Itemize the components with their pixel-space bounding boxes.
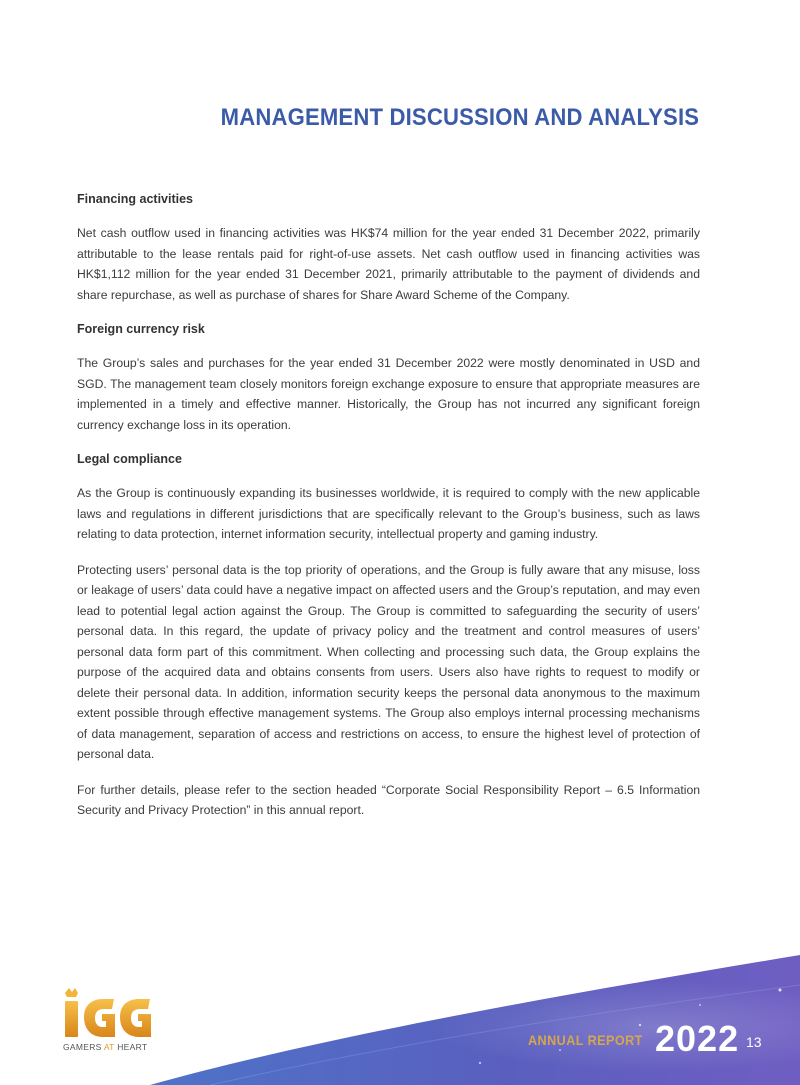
paragraph: The Group’s sales and purchases for the year ended 31 December 2022 were mostly denominated in USD and SGD. The management team closely monitors foreign exchange exposure to ensure that appropriate measures are implemented in a timely and effective manner. Historically, the Group has not incurred any significant foreign currency exchange loss in its operation.: [77, 356, 700, 432]
section-heading: Financing activities: [77, 192, 194, 206]
company-logo: [62, 987, 162, 1057]
tagline-accent: AT: [103, 1042, 115, 1052]
tagline-part-1: GAMERS: [63, 1042, 104, 1052]
section-legal-compliance: [77, 450, 700, 821]
paragraph: Protecting users’ personal data is the top priority of operations, and the Group is fully aware that any misuse, loss or leakage of users’ data could have a negative impact on affected users and the Group’s reputation, and may even lead to potential legal action against the Group. The Group is committed to safeguarding the security of users’ personal data. In this regard, the update of privacy policy and the treatment and control measures of users’ personal data form part of this commitment. When collecting and processing such data, the Group explains the purpose of the acquired data and obtains consents from users. Users also have rights to request to modify or delete their personal data. In addition, information security keeps the personal data anonymous to the maximum extent possible through effective management systems. The Group also employs internal processing mechanisms of data management, separation of access and restrictions on access, to ensure the highest level of protection of personal data.: [77, 562, 700, 761]
page-title: MANAGEMENT DISCUSSION AND ANALYSIS: [220, 104, 699, 131]
page-number: 13: [746, 1034, 762, 1050]
main-content: [77, 190, 700, 836]
paragraph: Net cash outflow used in financing activities was HK$74 million for the year ended 31 December 2022, primarily attributable to the lease rentals paid for right-of-use assets. Net cash outflow used in financing activities was HK$1,112 million for the year ended 31 December 2021, primarily attributable to the payment of dividends and share repurchase, as well as purchase of shares for Share Award Scheme of the Company.: [77, 226, 700, 302]
paragraph: For further details, please refer to the section headed “Corporate Social Responsibility Report – 6.5 Information Security and Privacy Protection” in this annual report.: [77, 782, 700, 817]
tagline-part-2: HEART: [114, 1042, 148, 1052]
annual-report-year: 2022: [655, 1018, 740, 1059]
igg-logo-mark: [62, 987, 162, 1039]
section-foreign-currency-risk: [77, 320, 700, 435]
paragraph: As the Group is continuously expanding its businesses worldwide, it is required to comply with the new applicable laws and regulations in different jurisdictions that are specifically relevant to the Group’s business, such as laws relating to data protection, internet information security, intellectual property and gaming industry.: [77, 486, 700, 541]
section-financing-activities: [77, 190, 700, 305]
logo-tagline: [63, 1042, 147, 1052]
section-heading: Legal compliance: [77, 452, 182, 466]
annual-report-label: ANNUAL REPORT: [528, 1032, 643, 1048]
section-heading: Foreign currency risk: [77, 322, 205, 336]
